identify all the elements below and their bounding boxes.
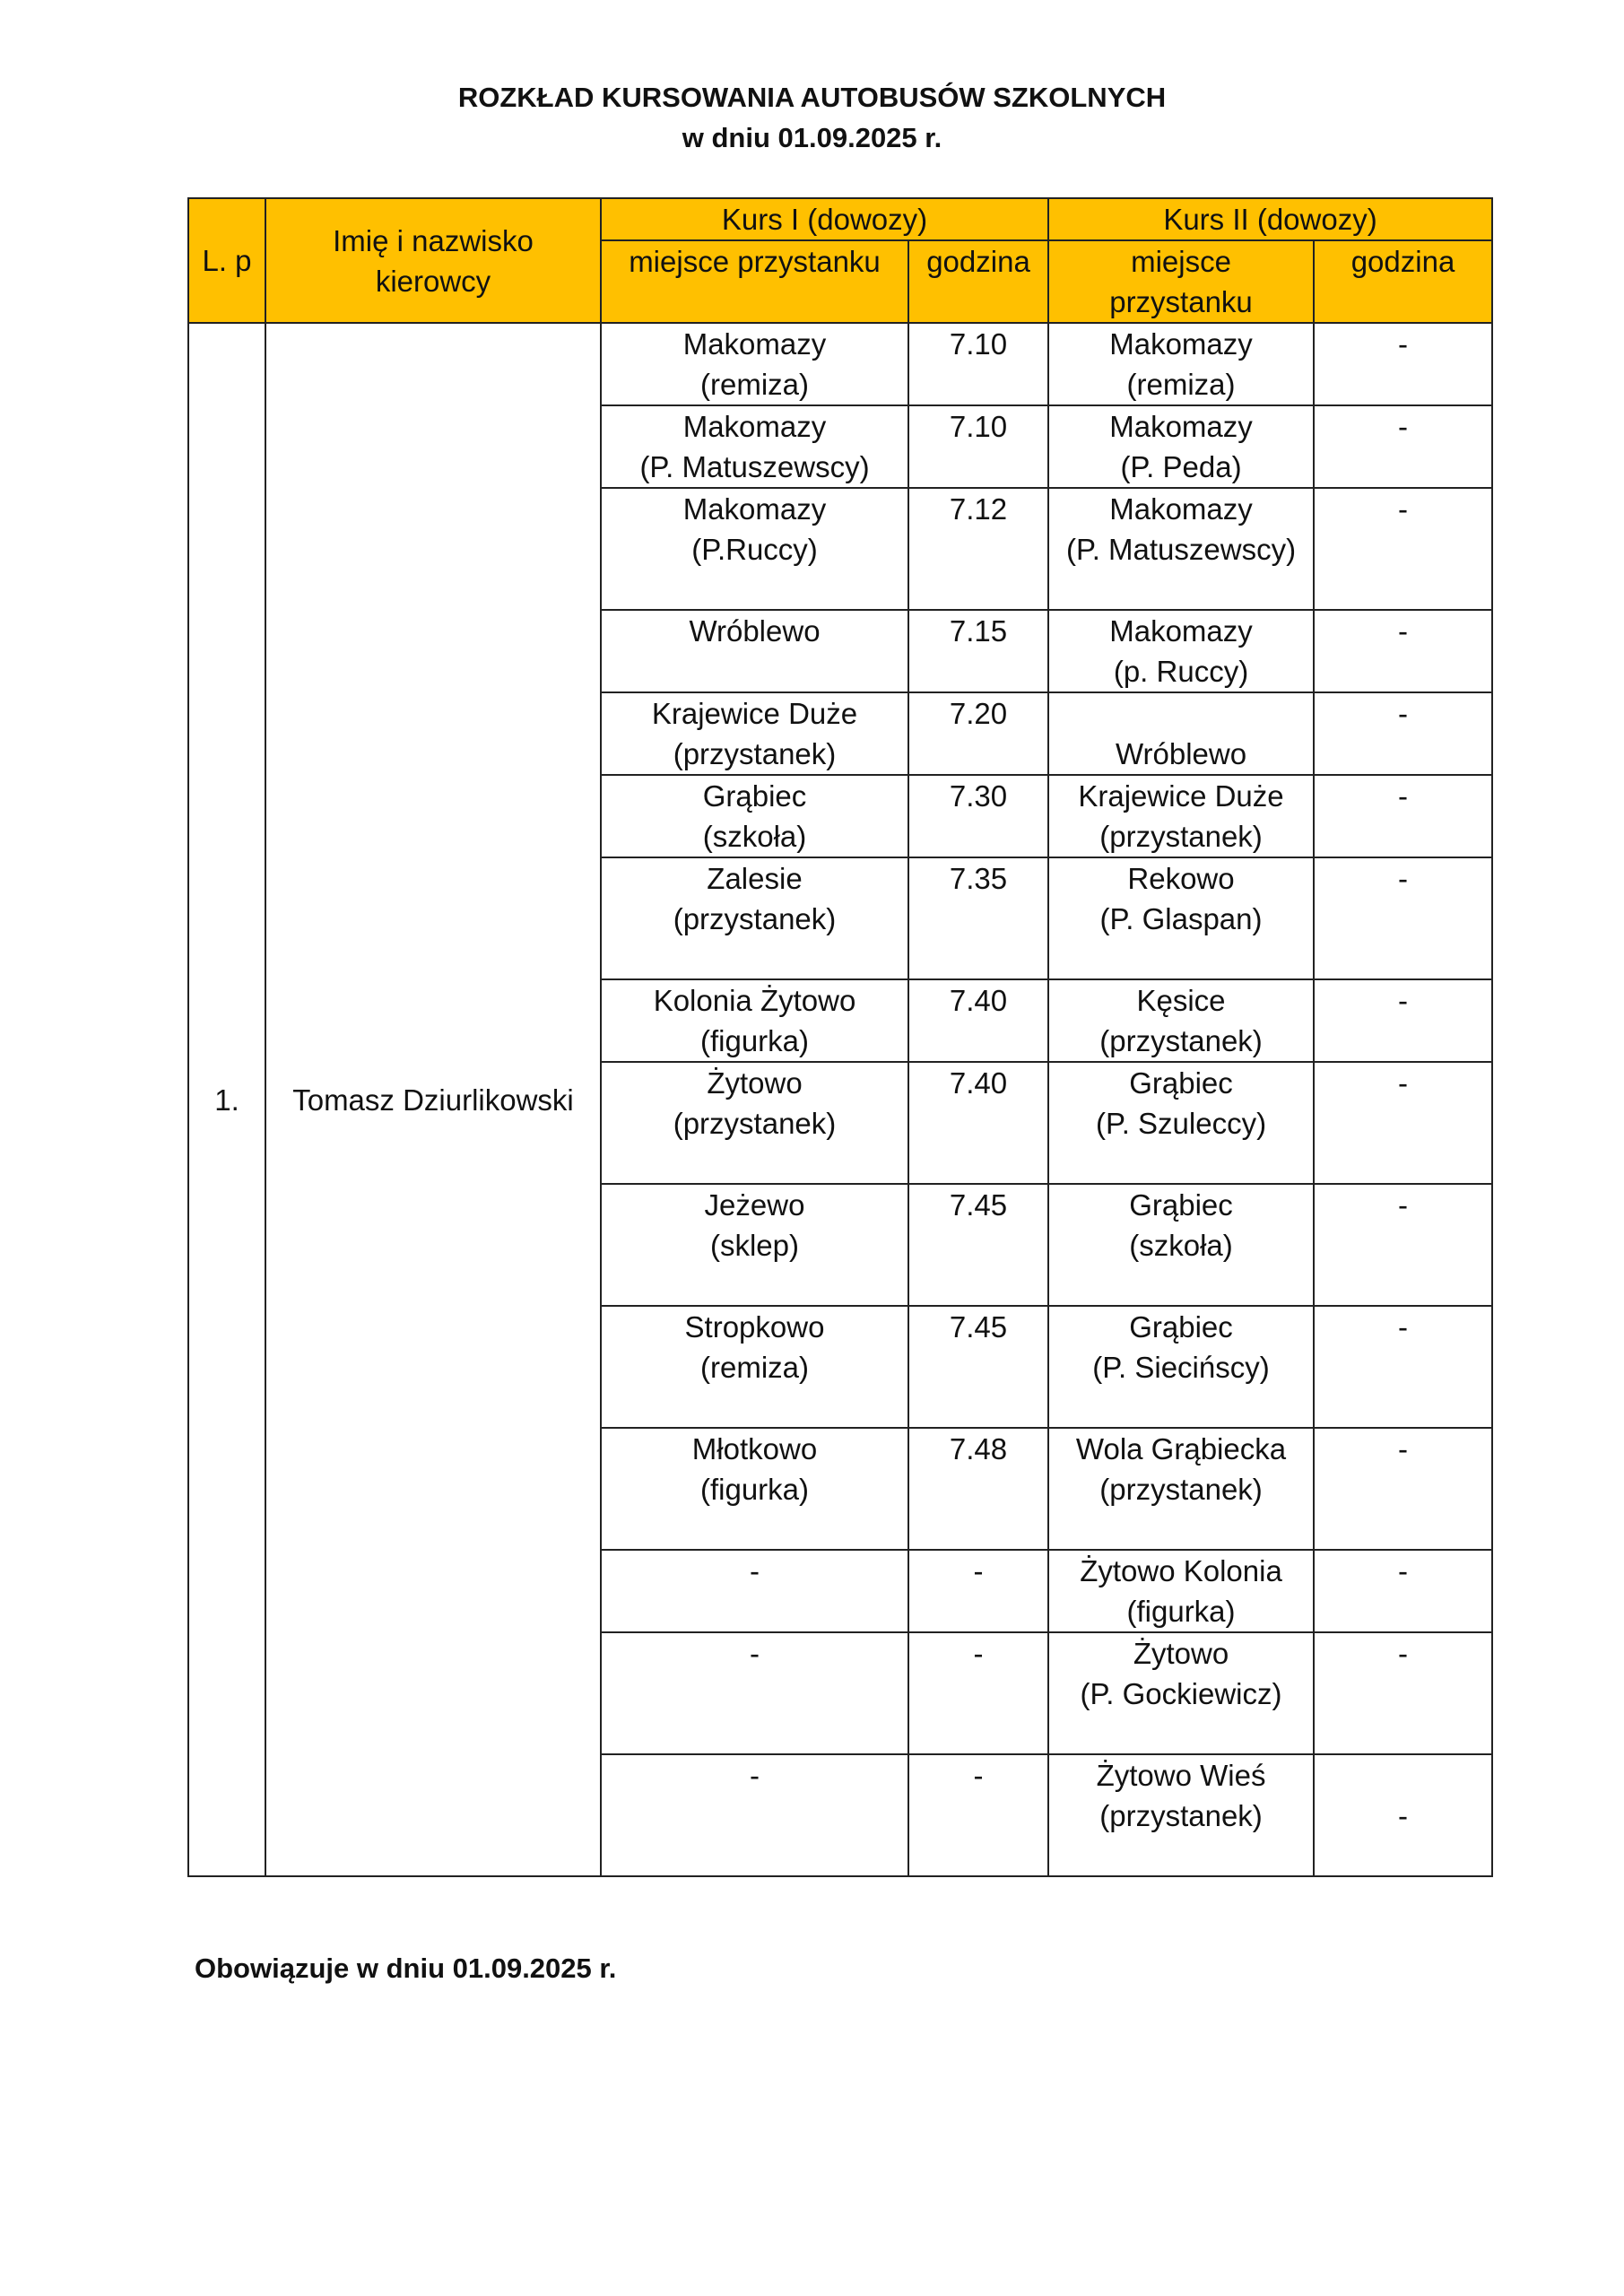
kurs2-stop-cell	[1048, 1062, 1314, 1184]
kurs1-hour-cell	[908, 692, 1048, 775]
kurs2-stop-cell	[1048, 1184, 1314, 1306]
cell-text: Krajewice Duże	[651, 697, 858, 730]
kurs2-hour-cell	[1314, 692, 1492, 775]
kurs1-stop-cell	[601, 1428, 908, 1550]
header-hour-1: godzina	[908, 240, 1048, 323]
cell-text: (figurka)	[1126, 1595, 1236, 1628]
cell-text: (remiza)	[700, 1351, 809, 1384]
cell-text: Rekowo	[1127, 862, 1235, 895]
cell-text: 7.45	[949, 1310, 1008, 1344]
kurs1-stop-cell	[601, 979, 908, 1062]
cell-text: -	[1398, 1554, 1409, 1587]
kurs1-stop-cell	[601, 775, 908, 857]
cell-text: Makomazy	[682, 492, 827, 526]
kurs1-hour-cell	[908, 775, 1048, 857]
cell-text: -	[973, 1759, 984, 1792]
cell-text: (P.Ruccy)	[691, 533, 818, 566]
kurs2-stop-cell	[1048, 1632, 1314, 1754]
kurs2-hour-cell	[1314, 1306, 1492, 1428]
kurs1-hour-cell	[908, 610, 1048, 692]
cell-text: -	[1398, 1799, 1409, 1832]
cell-text: -	[1398, 1188, 1409, 1222]
cell-text	[1053, 693, 1309, 734]
cell-text: -	[1398, 410, 1409, 443]
header-kurs-2: Kurs II (dowozy)	[1048, 198, 1492, 240]
cell-text: (P. Matuszewscy)	[639, 450, 870, 483]
cell-text: Żytowo Kolonia	[1080, 1554, 1282, 1587]
kurs2-stop-cell	[1048, 1306, 1314, 1428]
cell-text: (przystanek)	[1099, 1799, 1263, 1832]
kurs2-hour-cell	[1314, 1632, 1492, 1754]
kurs1-stop-cell	[601, 857, 908, 979]
cell-text: (P. Gockiewicz)	[1080, 1677, 1282, 1710]
kurs1-stop-cell	[601, 405, 908, 488]
header-stop-2: miejsce przystanku	[1048, 240, 1314, 323]
cell-text: 7.10	[949, 327, 1008, 361]
kurs1-stop-cell	[601, 1550, 908, 1632]
cell-text: 7.15	[949, 614, 1008, 648]
kurs1-hour-cell	[908, 1306, 1048, 1428]
cell-text: Żytowo	[1133, 1637, 1229, 1670]
cell-text: 7.20	[949, 697, 1008, 730]
cell-text: -	[973, 1637, 984, 1670]
cell-text: (figurka)	[699, 1473, 810, 1506]
cell-text: Żytowo Wieś	[1096, 1759, 1266, 1792]
cell-text: -	[973, 1554, 984, 1587]
kurs1-hour-cell	[908, 488, 1048, 610]
kurs2-hour-cell	[1314, 1550, 1492, 1632]
kurs2-hour-cell	[1314, 857, 1492, 979]
kurs2-stop-cell	[1048, 323, 1314, 405]
kurs2-stop-cell	[1048, 488, 1314, 610]
cell-text: Kolonia Żytowo	[653, 984, 856, 1017]
cell-text: -	[1398, 984, 1409, 1017]
kurs1-hour-cell	[908, 1632, 1048, 1754]
kurs1-stop-cell	[601, 1062, 908, 1184]
kurs1-stop-cell	[601, 692, 908, 775]
cell-text: (P. Glaspan)	[1099, 902, 1263, 935]
cell-text: (przystanek)	[1099, 1024, 1263, 1057]
kurs2-hour-cell	[1314, 488, 1492, 610]
cell-text: Młotkowo	[691, 1432, 818, 1465]
cell-text: -	[750, 1554, 760, 1587]
cell-text: -	[1398, 862, 1409, 895]
cell-text: Żytowo	[707, 1066, 803, 1100]
kurs1-hour-cell	[908, 1184, 1048, 1306]
schedule-body	[188, 323, 1492, 1876]
kurs1-hour-cell	[908, 323, 1048, 405]
cell-text: -	[1398, 1637, 1409, 1670]
cell-text: Krajewice Duże	[1078, 779, 1284, 813]
document-date: w dniu 01.09.2025 r.	[682, 122, 942, 153]
footer-note: Obowiązuje w dniu 01.09.2025 r.	[195, 1952, 617, 1984]
cell-text: Makomazy	[1109, 410, 1253, 443]
cell-text: Grąbiec	[1129, 1310, 1233, 1344]
cell-text: Grąbiec	[1129, 1066, 1233, 1100]
cell-text: 7.12	[949, 492, 1008, 526]
kurs2-stop-cell	[1048, 610, 1314, 692]
kurs1-stop-cell	[601, 1306, 908, 1428]
cell-text: 7.48	[949, 1432, 1008, 1465]
kurs2-hour-cell	[1314, 1754, 1492, 1876]
cell-text: Kęsice	[1136, 984, 1226, 1017]
cell-text: Wróblewo	[689, 614, 821, 648]
kurs1-hour-cell	[908, 979, 1048, 1062]
kurs2-stop-cell	[1048, 857, 1314, 979]
kurs1-hour-cell	[908, 1550, 1048, 1632]
kurs2-stop-cell	[1048, 1754, 1314, 1876]
kurs1-hour-cell	[908, 857, 1048, 979]
cell-text: Makomazy	[1109, 614, 1253, 648]
cell-text: -	[1398, 492, 1409, 526]
document-title: ROZKŁAD KURSOWANIA AUTOBUSÓW SZKOLNYCH	[457, 82, 1167, 113]
schedule-table	[187, 197, 1493, 1877]
cell-text: (przystanek)	[673, 1107, 837, 1140]
kurs2-hour-cell	[1314, 1184, 1492, 1306]
cell-text: (szkoła)	[1129, 1229, 1233, 1262]
kurs1-stop-cell	[601, 1754, 908, 1876]
cell-text: Grąbiec	[702, 779, 807, 813]
kurs2-hour-cell	[1314, 979, 1492, 1062]
kurs2-hour-cell	[1314, 1428, 1492, 1550]
cell-text: -	[1398, 1066, 1409, 1100]
cell-text: -	[1398, 614, 1409, 648]
kurs2-hour-cell	[1314, 1062, 1492, 1184]
cell-text: Wróblewo	[1115, 737, 1247, 770]
cell-text: -	[1398, 779, 1409, 813]
kurs2-stop-cell	[1048, 405, 1314, 488]
cell-text: -	[1398, 1310, 1409, 1344]
kurs2-hour-cell	[1314, 405, 1492, 488]
kurs2-stop-cell	[1048, 692, 1314, 775]
kurs2-stop-cell	[1048, 1428, 1314, 1550]
header-stop-1: miejsce przystanku	[601, 240, 908, 323]
cell-text: Grąbiec	[1129, 1188, 1233, 1222]
cell-text: Stropkowo	[684, 1310, 825, 1344]
table-row	[188, 323, 1492, 405]
header-kurs-1: Kurs I (dowozy)	[601, 198, 1048, 240]
cell-text: 7.40	[949, 984, 1008, 1017]
cell-text: (przystanek)	[673, 737, 837, 770]
cell-text: (figurka)	[699, 1024, 810, 1057]
kurs2-hour-cell	[1314, 775, 1492, 857]
cell-text: -	[1398, 697, 1409, 730]
cell-text: -	[750, 1637, 760, 1670]
cell-text: Jeżewo	[704, 1188, 805, 1222]
kurs1-stop-cell	[601, 1184, 908, 1306]
cell-text: (P. Szuleccy)	[1095, 1107, 1267, 1140]
cell-text: (sklep)	[709, 1229, 800, 1262]
cell-text: Makomazy	[1109, 327, 1253, 361]
cell-text: (remiza)	[1126, 368, 1236, 401]
kurs1-hour-cell	[908, 405, 1048, 488]
kurs2-hour-cell	[1314, 610, 1492, 692]
kurs1-stop-cell	[601, 323, 908, 405]
kurs2-hour-cell	[1314, 323, 1492, 405]
cell-text: Wola Grąbiecka	[1075, 1432, 1287, 1465]
cell-text: (P. Peda)	[1120, 450, 1242, 483]
cell-text: 7.10	[949, 410, 1008, 443]
header-driver: Imię i nazwisko kierowcy	[265, 198, 601, 323]
driver-name: Tomasz Dziurlikowski	[265, 323, 601, 1876]
kurs1-hour-cell	[908, 1062, 1048, 1184]
cell-text: (P. Siecińscy)	[1092, 1351, 1270, 1384]
cell-text: (przystanek)	[1099, 820, 1263, 853]
kurs2-stop-cell	[1048, 1550, 1314, 1632]
cell-text: (remiza)	[700, 368, 809, 401]
kurs1-stop-cell	[601, 1632, 908, 1754]
cell-text: (przystanek)	[673, 902, 837, 935]
cell-text: (p. Ruccy)	[1113, 655, 1249, 688]
cell-text: (szkoła)	[702, 820, 807, 853]
cell-text: Zalesie	[707, 862, 803, 895]
kurs2-stop-cell	[1048, 979, 1314, 1062]
driver-lp: 1.	[188, 323, 265, 1876]
kurs2-stop-cell	[1048, 775, 1314, 857]
cell-text: (przystanek)	[1099, 1473, 1263, 1506]
cell-text: -	[1398, 1432, 1409, 1465]
cell-text: Makomazy	[1109, 492, 1253, 526]
header-hour-2: godzina	[1314, 240, 1492, 323]
cell-text: 7.40	[949, 1066, 1008, 1100]
kurs1-hour-cell	[908, 1754, 1048, 1876]
cell-text: Makomazy	[682, 327, 827, 361]
cell-text	[1318, 1755, 1488, 1796]
header-lp: L. p	[188, 198, 265, 323]
cell-text: -	[750, 1759, 760, 1792]
kurs1-stop-cell	[601, 488, 908, 610]
kurs1-hour-cell	[908, 1428, 1048, 1550]
cell-text: 7.35	[949, 862, 1008, 895]
kurs1-stop-cell	[601, 610, 908, 692]
cell-text: 7.30	[949, 779, 1008, 813]
cell-text: (P. Matuszewscy)	[1065, 533, 1297, 566]
cell-text: 7.45	[949, 1188, 1008, 1222]
cell-text: Makomazy	[682, 410, 827, 443]
cell-text: -	[1398, 327, 1409, 361]
